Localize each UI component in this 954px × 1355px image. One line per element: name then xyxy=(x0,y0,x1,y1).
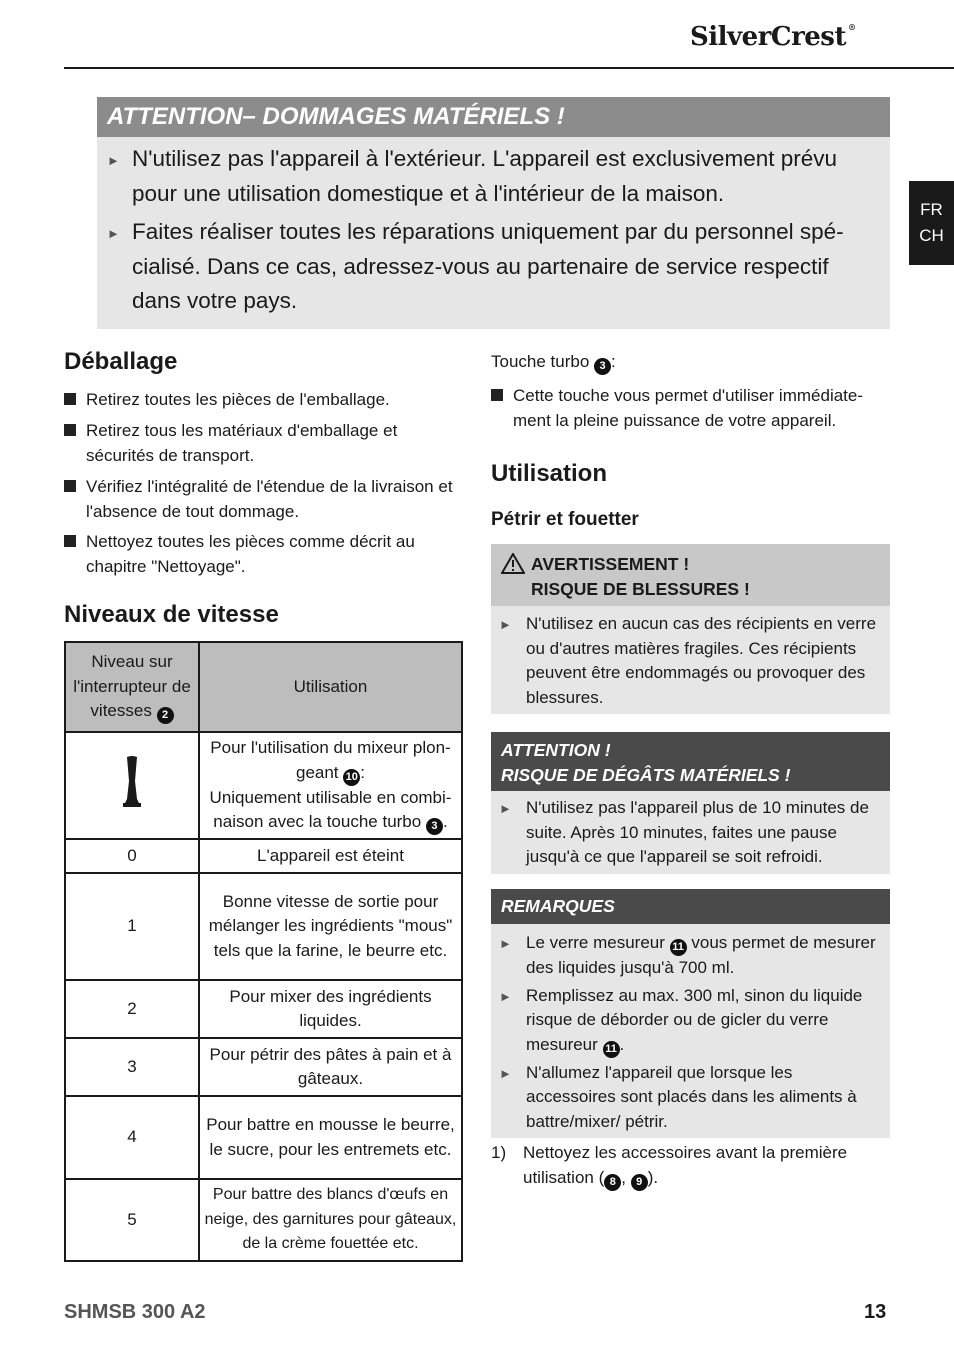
list-item: Retirez tous les matériaux d'emballage et sécurités de transport. xyxy=(64,419,464,468)
level-cell: 4 xyxy=(65,1096,199,1179)
table-row xyxy=(65,1096,462,1179)
speed-level-table xyxy=(64,641,463,1262)
square-bullet-icon xyxy=(64,535,76,547)
attention-damage-box xyxy=(97,97,890,329)
blender-usage-cell: Pour l'utilisation du mixeur plon-geant 10 : Uniquement utilisable en combi-naison avec la touche turbo 3 . xyxy=(199,732,462,839)
usage-cell: Pour mixer des ingrédients liquides. xyxy=(199,980,462,1038)
table-header-row xyxy=(65,642,462,732)
ref-number: 10 xyxy=(343,769,360,786)
attention-body xyxy=(491,791,890,874)
blender-symbol-cell xyxy=(65,732,199,839)
level-cell: 2 xyxy=(65,980,199,1038)
square-bullet-icon xyxy=(64,480,76,492)
ref-number: 9 xyxy=(631,1174,648,1191)
lang-ch: CH xyxy=(919,226,944,245)
warning-body xyxy=(491,606,890,714)
footer-model: SHMSB 300 A2 xyxy=(64,1301,206,1323)
attention-header: ATTENTION ! RISQUE DE DÉGÂTS MATÉRIELS ! xyxy=(491,732,890,791)
attention-item: ► N'utilisez pas l'appareil plus de 10 minutes de suite. Après 10 minutes, faites une pause jusqu'à ce que l'appareil se soit refroidi. xyxy=(499,798,869,866)
level-cell: 1 xyxy=(65,873,199,980)
ref-number: 3 xyxy=(594,358,611,375)
list-item: Retirez toutes les pièces de l'emballage. xyxy=(64,388,464,413)
remarks-header: REMARQUES xyxy=(491,889,890,924)
table-row xyxy=(65,980,462,1038)
step-number: 1) xyxy=(491,1143,507,1162)
attention-box-header xyxy=(97,97,890,137)
bullet-arrow-icon: ► xyxy=(499,1065,512,1081)
remark-item: ► Remplissez au max. 300 ml, sinon du liquide risque de déborder ou de gicler du verre mesureur 11 . xyxy=(499,984,882,1058)
bullet-arrow-icon: ► xyxy=(107,153,120,168)
utilisation-heading: Utilisation xyxy=(491,460,608,487)
ref-number: 2 xyxy=(157,707,174,724)
list-item: Vérifiez l'intégralité de l'étendue de la livraison et l'absence de tout dommage. xyxy=(64,475,464,524)
remark-item: ► N'allumez l'appareil que lorsque les accessoires sont placés dans les aliments à battre/mixer/ pétrir. xyxy=(499,1062,857,1131)
bullet-arrow-icon: ► xyxy=(499,617,512,632)
table-row xyxy=(65,1038,462,1096)
usage-cell: L'appareil est éteint xyxy=(199,839,462,873)
remark-item: ► Le verre mesureur 11 vous permet de mesurer des liquides jusqu'à 700 ml. xyxy=(499,933,876,977)
table-row xyxy=(65,873,462,980)
utilisation-subtitle: Pétrir et fouetter xyxy=(491,509,639,530)
usage-cell: Pour battre des blancs d'œufs en neige, des garnitures pour gâteaux, de la crème fouettée etc. xyxy=(199,1179,462,1261)
step-1: 1) Nettoyez les accessoires avant la première utilisation ( 8 , 9 ). xyxy=(491,1141,890,1191)
table-row xyxy=(65,1179,462,1261)
bullet-arrow-icon: ► xyxy=(107,226,120,241)
header-level: Niveau sur l'interrupteur de vitesses 2 xyxy=(65,642,199,732)
brand-logo: SilverCrest ® xyxy=(690,22,856,52)
remarks-body xyxy=(491,924,890,1138)
square-bullet-icon xyxy=(64,424,76,436)
niveaux-heading: Niveaux de vitesse xyxy=(64,601,279,628)
deballage-heading: Déballage xyxy=(64,348,178,375)
warning-item: ► N'utilisez en aucun cas des récipients en verre ou d'autres matières fragiles. Ces récipients peuvent être endommagés ou provoquer des blessures. xyxy=(499,614,877,707)
usage-cell: Bonne vitesse de sortie pour mélanger les ingrédients "mous" tels que la farine, le beurre etc. xyxy=(199,873,462,980)
turbo-label: Touche turbo 3 : xyxy=(491,350,616,375)
list-item: Nettoyez toutes les pièces comme décrit au chapitre "Nettoyage". xyxy=(64,530,464,579)
ref-number: 11 xyxy=(603,1041,620,1058)
warning-header: AVERTISSEMENT ! RISQUE DE BLESSURES ! xyxy=(491,544,890,606)
header-utilisation: Utilisation xyxy=(199,642,462,732)
table-row xyxy=(65,732,462,839)
attention-material-box xyxy=(491,732,890,874)
remarks-box xyxy=(491,889,890,1138)
square-bullet-icon xyxy=(64,393,76,405)
list-item: Cette touche vous permet d'utiliser immédiate-ment la pleine puissance de votre appareil. xyxy=(491,384,890,433)
warning-injury-box xyxy=(491,544,890,714)
warning-triangle-icon xyxy=(501,553,525,574)
page-number: 13 xyxy=(864,1301,887,1323)
hand-blender-icon xyxy=(121,755,143,809)
level-cell: 0 xyxy=(65,839,199,873)
bullet-arrow-icon: ► xyxy=(499,801,512,816)
table-row xyxy=(65,839,462,873)
usage-cell: Pour pétrir des pâtes à pain et à gâteaux. xyxy=(199,1038,462,1096)
attention-box-title: ATTENTION– DOMMAGES MATÉRIELS ! xyxy=(107,103,565,130)
lang-fr: FR xyxy=(920,200,943,219)
level-cell: 3 xyxy=(65,1038,199,1096)
ref-number: 8 xyxy=(604,1174,621,1191)
header-rule xyxy=(64,67,954,69)
level-cell: 5 xyxy=(65,1179,199,1261)
usage-cell: Pour battre en mousse le beurre, le sucre, pour les entremets etc. xyxy=(199,1096,462,1179)
attention-item: ► Faites réaliser toutes les réparations uniquement par du personnel spé-cialisé. Dans ce cas, adressez-vous au partenaire de service respectif dans votre pays. xyxy=(107,219,844,313)
language-tab xyxy=(909,181,954,265)
ref-number: 3 xyxy=(426,818,443,835)
square-bullet-icon xyxy=(491,389,503,401)
bullet-arrow-icon: ► xyxy=(499,936,512,951)
bullet-arrow-icon: ► xyxy=(499,988,512,1004)
ref-number: 11 xyxy=(670,939,687,956)
attention-item: ► N'utilisez pas l'appareil à l'extérieur. L'appareil est exclusivement prévu pour une utilisation domestique et à l'intérieur de la maison. xyxy=(107,146,838,206)
